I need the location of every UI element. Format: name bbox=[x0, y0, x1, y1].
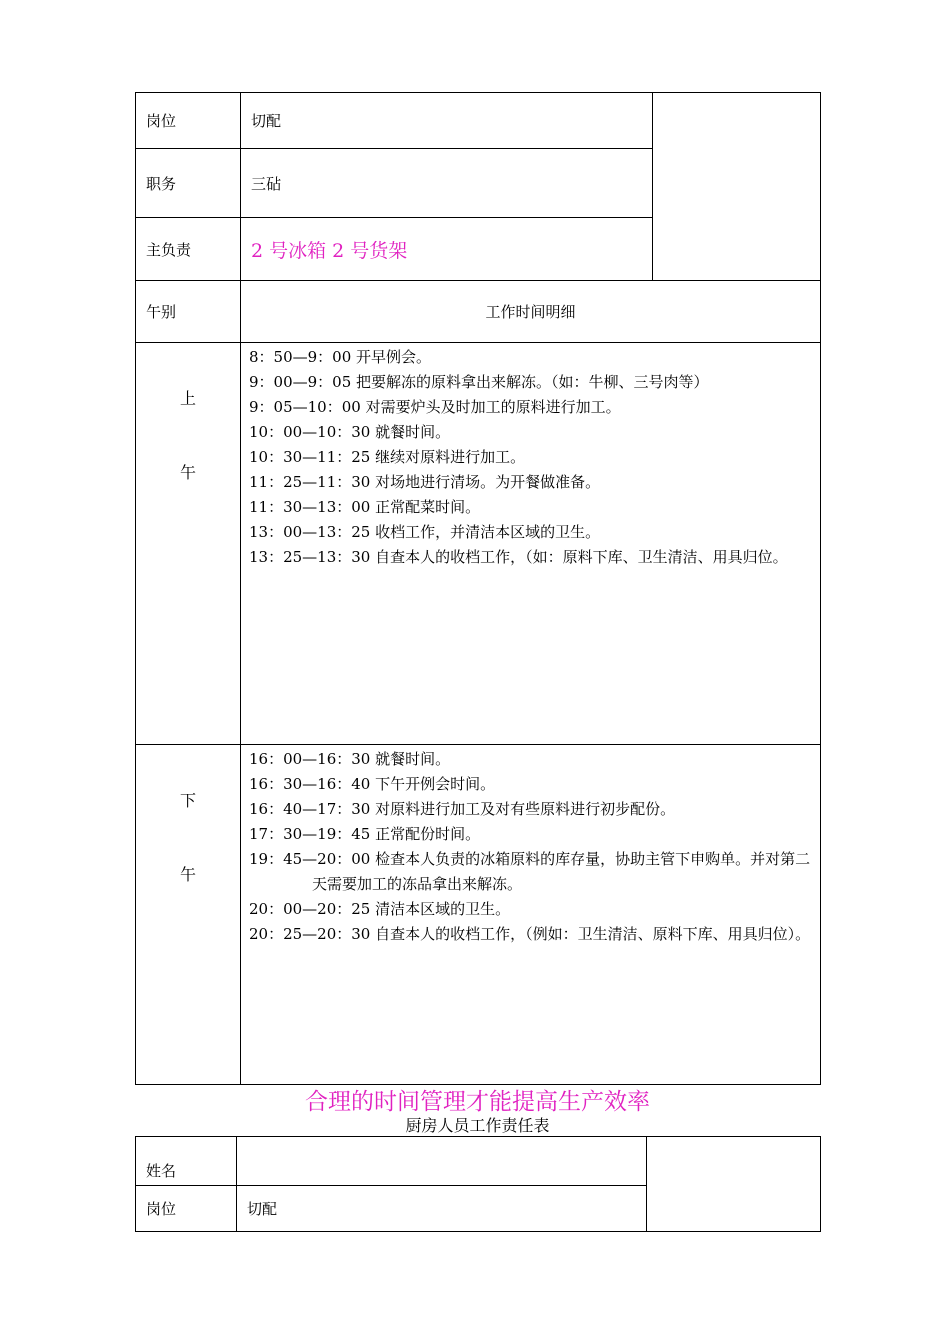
schedule-line: 11：30—13：00 正常配菜时间。 bbox=[249, 498, 481, 516]
main-responsibility-value: 2 号冰箱 2 号货架 bbox=[241, 218, 653, 281]
name-label: 姓名 bbox=[136, 1137, 237, 1186]
schedule-line: 13：00—13：25 收档工作，并清洁本区域的卫生。 bbox=[249, 523, 601, 541]
period-header-label: 午别 bbox=[136, 281, 241, 343]
schedule-line: 11：25—11：30 对场地进行清场。为开餐做准备。 bbox=[249, 473, 601, 491]
schedule-line: 20：00—20：25 清洁本区域的卫生。 bbox=[249, 900, 511, 918]
schedule-line: 20：25—20：30 自查本人的收档工作，（例如：卫生清洁、原料下库、用具归位）。 bbox=[249, 925, 811, 943]
morning-schedule bbox=[241, 343, 821, 745]
duty-label: 职务 bbox=[136, 149, 241, 218]
schedule-line: 13：25—13：30 自查本人的收档工作，（如：原料下库、卫生清洁、用具归位。 bbox=[249, 548, 788, 566]
schedule-line: 9：05—10：00 对需要炉头及时加工的原料进行加工。 bbox=[249, 398, 621, 416]
afternoon-label bbox=[136, 745, 241, 1085]
schedule-line: 9：00—9：05 把要解冻的原料拿出来解冻。（如：牛柳、三号肉等） bbox=[249, 373, 709, 391]
schedule-line: 10：30—11：25 继续对原料进行加工。 bbox=[249, 448, 526, 466]
duty-table-2 bbox=[135, 1136, 821, 1232]
morning-char-1: 上 bbox=[179, 389, 196, 408]
schedule-line: 10：00—10：30 就餐时间。 bbox=[249, 423, 451, 441]
schedule-line: 19：45—20：00 检查本人负责的冰箱原料的库存量，协助主管下申购单。并对第二天需要加工的冻品拿出来解冻。 bbox=[249, 850, 811, 893]
main-responsibility-label: 主负责 bbox=[136, 218, 241, 281]
photo-cell bbox=[647, 1137, 821, 1232]
schedule-line: 16：30—16：40 下午开例会时间。 bbox=[249, 775, 496, 793]
afternoon-char-1: 下 bbox=[179, 791, 196, 810]
position-value: 切配 bbox=[241, 93, 653, 149]
document-subtitle: 厨房人员工作责任表 bbox=[405, 1116, 550, 1135]
afternoon-schedule bbox=[241, 745, 821, 1085]
position-label: 岗位 bbox=[136, 93, 241, 149]
schedule-line: 8：50—9：00 开早例会。 bbox=[249, 348, 432, 366]
duty-value: 三砧 bbox=[241, 149, 653, 218]
afternoon-char-2: 午 bbox=[179, 865, 196, 884]
slogan: 合理的时间管理才能提高生产效率 bbox=[305, 1089, 650, 1115]
morning-char-2: 午 bbox=[179, 463, 196, 482]
position-value: 切配 bbox=[237, 1186, 647, 1232]
schedule-line: 16：00—16：30 就餐时间。 bbox=[249, 750, 451, 768]
schedule-header: 工作时间明细 bbox=[241, 281, 821, 343]
position-label: 岗位 bbox=[136, 1186, 237, 1232]
duty-table-1 bbox=[135, 92, 821, 1085]
schedule-line: 17：30—19：45 正常配份时间。 bbox=[249, 825, 481, 843]
morning-label bbox=[136, 343, 241, 745]
name-value bbox=[237, 1137, 647, 1186]
schedule-line: 16：40—17：30 对原料进行加工及对有些原料进行初步配份。 bbox=[249, 800, 676, 818]
photo-cell bbox=[653, 93, 821, 281]
